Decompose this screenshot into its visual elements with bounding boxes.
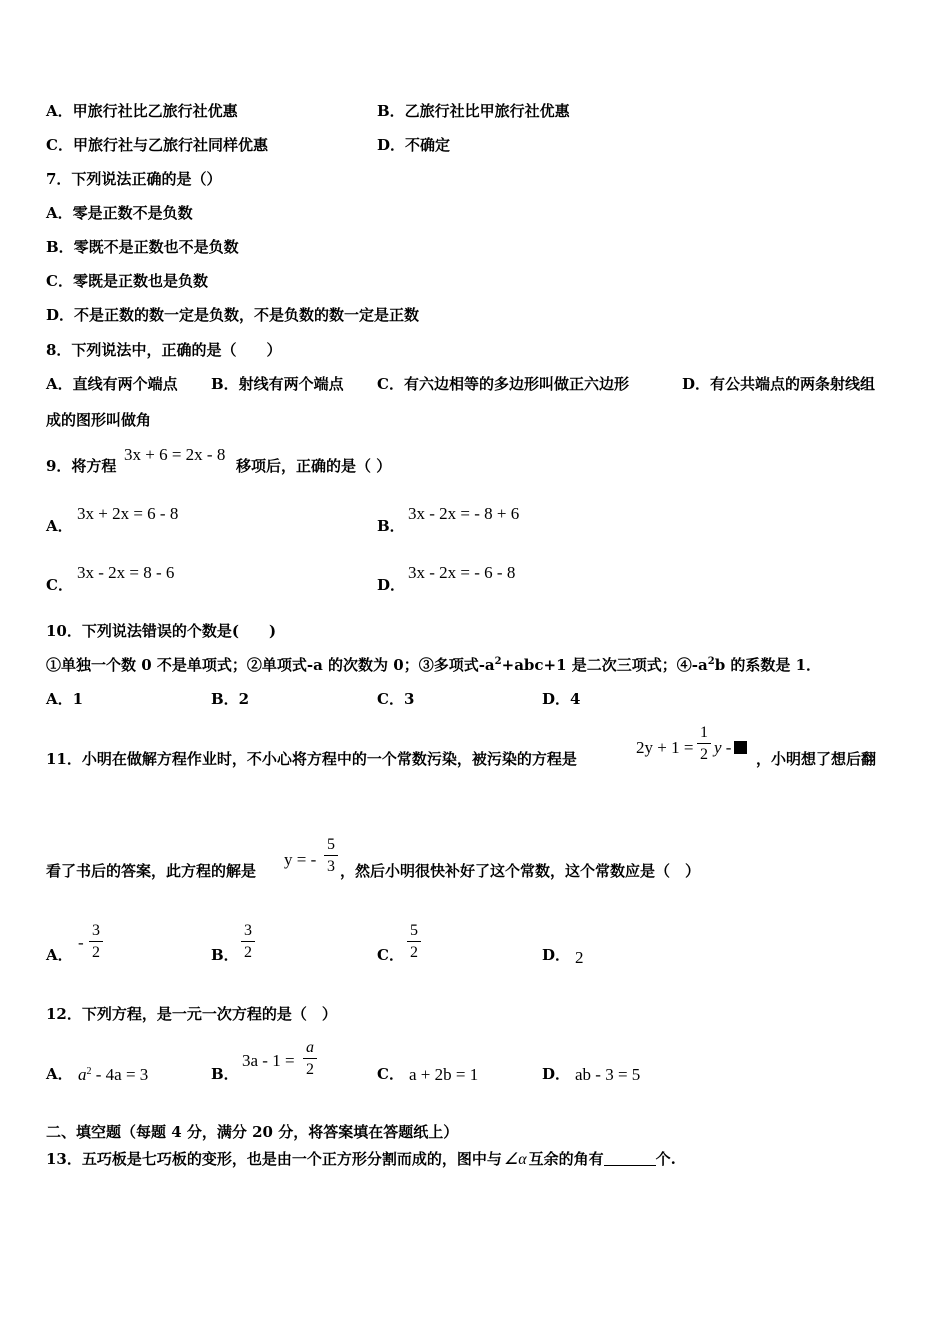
section-heading: 二、填空题（每题 4 分，满分 20 分，将答案填在答题纸上） <box>46 1123 459 1141</box>
q12-option-a-label: A． <box>46 1065 73 1083</box>
q12-option-d-label: D． <box>542 1065 571 1083</box>
q12-option-b-fraction: a 2 <box>303 1040 317 1078</box>
q9-equation: 3x + 6 = 2x - 8 <box>124 445 226 464</box>
q12-stem: 12．下列方程，是一元一次方程的是（ ） <box>46 1005 337 1023</box>
q11-option-a-fraction: 3 2 <box>89 923 103 961</box>
q7-stem: 7．下列说法正确的是（） <box>46 170 222 188</box>
q8-stem: 8．下列说法中，正确的是（ ） <box>46 341 282 359</box>
q11-option-d-label: D． <box>542 946 571 964</box>
q11-line2-post: ，然后小明很快补好了这个常数，这个常数应是（ ） <box>340 862 701 880</box>
q11-option-c-label: C． <box>377 946 404 964</box>
q8-option-b: B．射线有两个端点 <box>211 375 344 393</box>
q8-option-a: A．直线有两个端点 <box>46 375 178 393</box>
q9-option-a-label: A． <box>46 517 73 535</box>
q13-stem: 13．五巧板是七巧板的变形，也是由一个正方形分割而成的，图中与 ∠α 互余的角有 个. <box>46 1150 676 1168</box>
q9-option-b-expr: 3x - 2x = - 8 + 6 <box>408 504 520 523</box>
q6-option-b: B．乙旅行社比甲旅行社优惠 <box>377 102 570 120</box>
q7-option-b: B．零既不是正数也不是负数 <box>46 238 239 256</box>
q9-option-b-label: B． <box>377 517 405 535</box>
q10-option-a: A．1 <box>46 690 84 708</box>
q6-option-d: D．不确定 <box>377 136 451 154</box>
q9-stem-post: 移项后，正确的是（ ） <box>236 457 392 475</box>
q11-option-a-label: A． <box>46 946 73 964</box>
q7-option-c: C．零既是正数也是负数 <box>46 272 208 290</box>
q6-option-a: A．甲旅行社比乙旅行社优惠 <box>46 102 238 120</box>
q10-stem: 10．下列说法错误的个数是( ) <box>46 622 277 640</box>
q11-option-a-sign: - <box>78 933 84 952</box>
q11-solution-left: y = - <box>284 850 317 869</box>
q11-eq-right: y - <box>714 739 747 756</box>
answer-blank[interactable] <box>604 1151 656 1166</box>
q11-solution-fraction: 5 3 <box>324 837 338 875</box>
q10-option-c: C．3 <box>377 690 415 708</box>
q12-option-c-label: C． <box>377 1065 404 1083</box>
q9-stem-pre: 9．将方程 <box>46 457 117 475</box>
q7-option-d: D．不是正数的数一定是负数，不是负数的数一定是正数 <box>46 306 420 324</box>
q8-option-c: C．有六边相等的多边形叫做正六边形 <box>377 375 629 393</box>
q9-option-c-expr: 3x - 2x = 8 - 6 <box>77 563 175 582</box>
q10-option-d: D．4 <box>542 690 581 708</box>
q11-eq-left: 2y + 1 = <box>636 738 694 757</box>
q6-option-c: C．甲旅行社与乙旅行社同样优惠 <box>46 136 268 154</box>
ink-stain-square <box>734 741 747 754</box>
q12-option-d-expr: ab - 3 = 5 <box>575 1065 641 1084</box>
q11-option-b-fraction: 3 2 <box>241 923 255 961</box>
q9-option-c-label: C． <box>46 576 73 594</box>
q8-option-d: D．有公共端点的两条射线组 <box>682 375 876 393</box>
q9-option-d-label: D． <box>377 576 406 594</box>
q12-option-c-expr: a + 2b = 1 <box>409 1065 479 1084</box>
q7-option-a: A．零是正数不是负数 <box>46 204 193 222</box>
q11-option-c-fraction: 5 2 <box>407 923 421 961</box>
q11-stem-post: ，小明想了想后翻 <box>756 750 877 768</box>
q9-option-d-expr: 3x - 2x = - 6 - 8 <box>408 563 516 582</box>
q10-option-b: B．2 <box>211 690 250 708</box>
q11-option-d-value: 2 <box>575 948 584 967</box>
q9-option-a-expr: 3x + 2x = 6 - 8 <box>77 504 179 523</box>
q11-eq-fraction: 1 2 <box>697 725 711 763</box>
q10-statements: ①单独一个数 0 不是单项式；②单项式-a 的次数为 0；③多项式$-a^2+abc+1$ 是二次三项式；$④-a^2b$ 的系数是 1． <box>46 656 822 674</box>
q12-option-b-label: B． <box>211 1065 239 1083</box>
q8-option-d-continued: 成的图形叫做角 <box>46 411 152 429</box>
q11-line2-pre: 看了书后的答案，此方程的解是 <box>46 862 257 880</box>
q11-stem-pre: 11．小明在做解方程作业时，不小心将方程中的一个常数污染，被污染的方程是 <box>46 750 577 768</box>
angle-alpha-symbol: ∠α <box>503 1151 527 1168</box>
q11-option-b-label: B． <box>211 946 239 964</box>
q12-option-b-left: 3a - 1 = <box>242 1051 295 1070</box>
q12-option-a-expr: $a^2 - 4a = 3$ <box>78 1065 149 1084</box>
